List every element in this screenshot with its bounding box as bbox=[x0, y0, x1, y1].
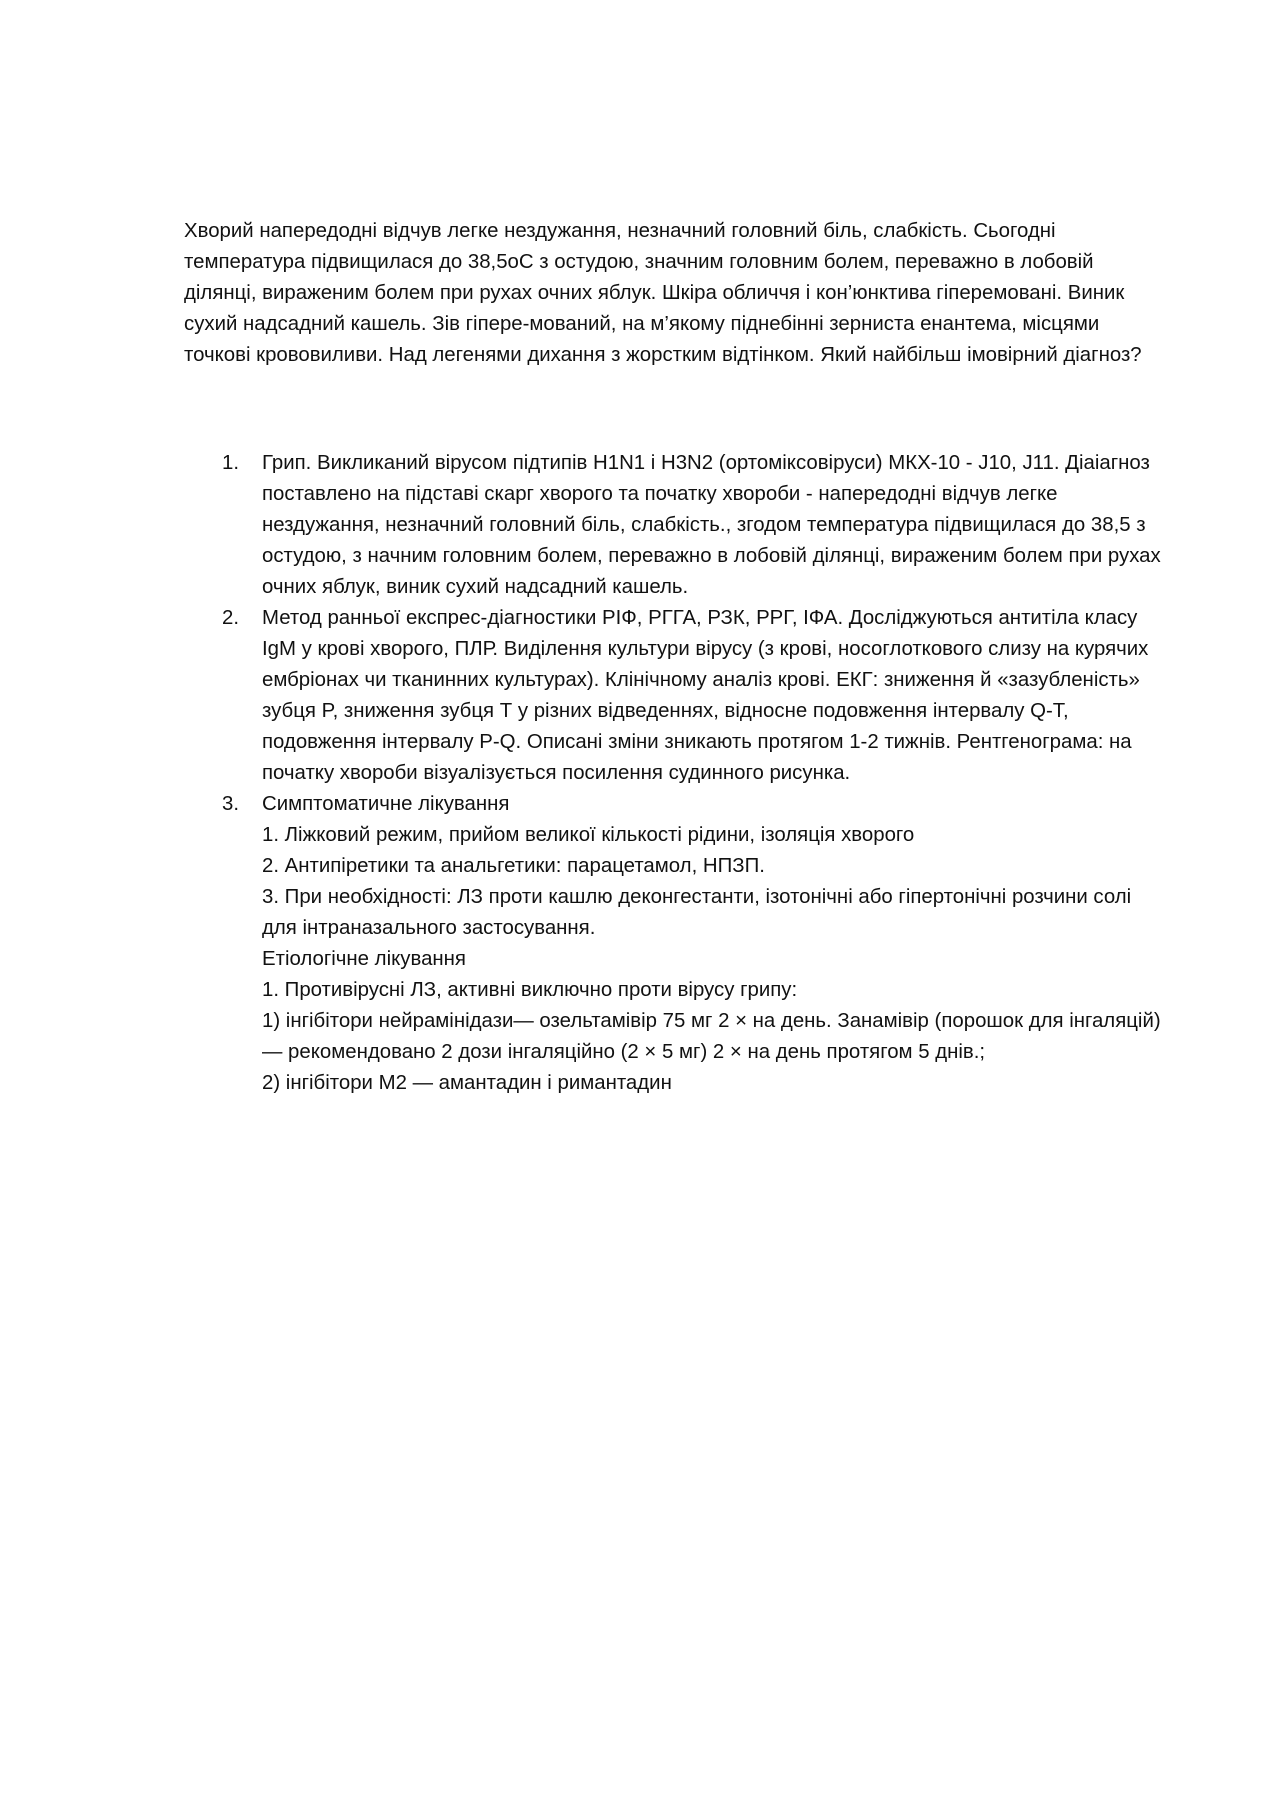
answer-number-3: 3. bbox=[222, 793, 240, 815]
etiological-treatment-heading: Етіологічне лікування bbox=[262, 948, 466, 970]
treatment-line-cough-decongestants: 3. При необхідності: ЛЗ проти кашлю деконгестанти, ізотонічні або гіпертонічні розчини солі для інтраназального застосування. bbox=[262, 886, 1132, 939]
treatment-line-antivirals: 1. Противірусні ЛЗ, активні виключно проти вірусу грипу: bbox=[262, 979, 798, 1001]
answer-number-1: 1. bbox=[222, 452, 240, 474]
answer-item-2 bbox=[184, 603, 1169, 789]
answer-number-2: 2. bbox=[222, 607, 240, 629]
treatment-line-m2-inhibitors: 2) інгібітори М2 — амантадин і римантадин bbox=[262, 1072, 672, 1094]
answer-text-2: Метод ранньої експрес-діагностики РІФ, РГГА, РЗК, РРГ, ІФА. Досліджуються антитіла класу IgM у крові хворого, ПЛР. Виділення культури вірусу (з крові, носоглоткового слизу на курячих ембріонах чи тканинних культурах). Клінічному аналіз крові. ЕКГ: зниження й «зазубленість» зубця P, зниження зубця Т у різних відведеннях, відносне подовження інтервалу Q-T, подовження інтервалу P-Q. Описані зміни зникають протягом 1-2 тижнів. Рентгенограма: на початку хвороби візуалізується посилення судинного рисунка. bbox=[262, 607, 1149, 784]
answers-list bbox=[184, 448, 1169, 1099]
treatment-line-bed-rest: 1. Ліжковий режим, прийом великої кількості рідини, ізоляція хворого bbox=[262, 824, 915, 846]
answer-item-3 bbox=[184, 789, 1169, 1099]
answer-text-1: Грип. Викликаний вірусом підтипів H1N1 і H3N2 (ортоміксовіруси) МКХ-10 - J10, J11. Діаіагноз поставлено на підставі скарг хворого та початку хвороби - напередодні відчув легке нездужання, незначний головний біль, слабкість., згодом температура підвищилася до 38,5 з остудою, з начним головним болем, переважно в лобовій ділянці, вираженим болем при рухах очних яблук, виник сухий надсадний кашель. bbox=[262, 452, 1161, 598]
document-content bbox=[184, 216, 1169, 1099]
answer-item-1 bbox=[184, 448, 1169, 603]
treatment-line-antipyretics: 2. Антипіретики та анальгетики: парацетамол, НПЗП. bbox=[262, 855, 765, 877]
treatment-line-neuraminidase-inhibitors: 1) інгібітори нейрамінідази— озельтамівір 75 мг 2 × на день. Занамівір (порошок для інгаляцій) — рекомендовано 2 дози інгаляційно (2 × 5 мг) 2 × на день протягом 5 днів.; bbox=[262, 1010, 1161, 1063]
symptomatic-treatment-heading: Симптоматичне лікування bbox=[262, 793, 510, 815]
case-description-paragraph: Хворий напередодні відчув легке нездужання, незначний головний біль, слабкість. Сьогодні температура підвищилася до 38,5оС з остудою, значним головним болем, переважно в лобовій ділянці, вираженим болем при рухах очних яблук. Шкіра обличчя і кон’юнктива гіперемовані. Виник сухий надсадний кашель. Зів гіпере-мований, на м’якому піднебінні зерниста енантема, місцями точкові крововиливи. Над легенями дихання з жорстким відтінком. Який найбільш імовірний діагноз? bbox=[184, 220, 1142, 366]
